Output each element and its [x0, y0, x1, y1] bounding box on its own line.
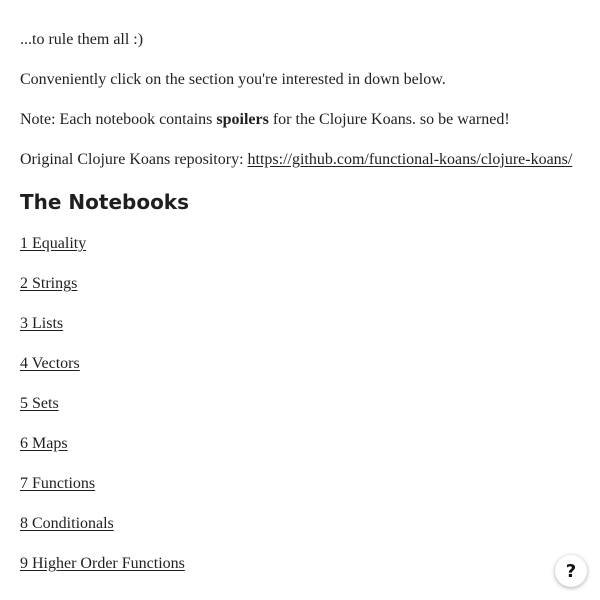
notebook-link-maps[interactable]: 6 Maps [20, 435, 68, 452]
notebook-link-vectors[interactable]: 4 Vectors [20, 355, 80, 372]
notebook-link-sets[interactable]: 5 Sets [20, 395, 59, 412]
list-item [20, 472, 580, 496]
page-content [20, 28, 580, 592]
list-item [20, 392, 580, 416]
list-item [20, 552, 580, 576]
notebook-link-lists[interactable]: 3 Lists [20, 315, 64, 332]
note-prefix: Note: Each notebook contains [20, 111, 217, 128]
notebook-link-functions[interactable]: 7 Functions [20, 475, 96, 492]
question-mark-icon: ? [565, 560, 577, 582]
notebook-link-strings[interactable]: 2 Strings [20, 275, 78, 292]
list-item [20, 352, 580, 376]
notebook-link-higher-order-functions[interactable]: 9 Higher Order Functions [20, 555, 185, 572]
list-item [20, 272, 580, 296]
notebook-list [20, 232, 580, 576]
notebook-link-conditionals[interactable]: 8 Conditionals [20, 515, 114, 532]
repo-prefix: Original Clojure Koans repository: [20, 151, 248, 168]
note-bold: spoilers [216, 111, 269, 128]
intro-line-1: ...to rule them all :) [20, 31, 144, 48]
intro-line-2: Conveniently click on the section you're interested in down below. [20, 71, 446, 88]
repo-line [20, 148, 580, 172]
note-suffix: for the Clojure Koans. so be warned! [268, 111, 510, 128]
help-button[interactable] [555, 555, 587, 587]
list-item [20, 512, 580, 536]
notebook-link-equality[interactable]: 1 Equality [20, 235, 87, 252]
list-item [20, 312, 580, 336]
notebooks-heading: The Notebooks [20, 190, 190, 214]
spoiler-note [20, 108, 580, 132]
repo-link[interactable]: https://github.com/functional-koans/clojure-koans/ [247, 151, 573, 168]
list-item [20, 432, 580, 456]
list-item [20, 232, 580, 256]
